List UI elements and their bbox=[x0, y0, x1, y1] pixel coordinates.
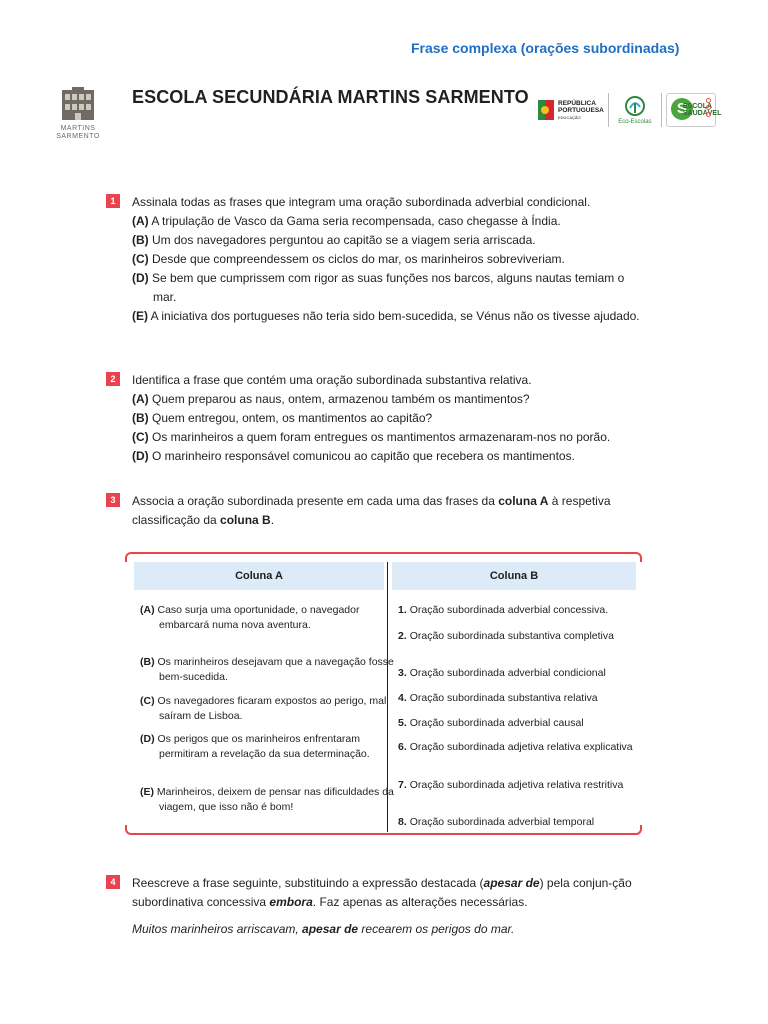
option-item bbox=[132, 447, 648, 466]
column-b-item bbox=[398, 691, 651, 706]
column-b-item bbox=[398, 629, 651, 644]
eco-escolas-flag-icon bbox=[624, 95, 646, 117]
table-bracket-top bbox=[125, 552, 642, 562]
prompt-emphasis: coluna B bbox=[220, 513, 271, 527]
option-item bbox=[132, 231, 648, 250]
republica-line1: REPÚBLICA bbox=[558, 99, 596, 107]
column-a-item bbox=[140, 785, 399, 815]
column-a-item bbox=[140, 655, 399, 685]
prompt-part: ) pela conjun-ção subordinativa concessiva bbox=[132, 876, 632, 909]
column-b-item bbox=[398, 778, 651, 793]
column-a-item bbox=[140, 694, 399, 724]
item-text: Marinheiros, deixem de pensar nas dificuldades da viagem, que isso não é bom! bbox=[156, 786, 394, 813]
option-text: Desde que compreendessem os ciclos do mar, os marinheiros sobreviveriam. bbox=[152, 252, 565, 266]
item-text: Oração subordinada substantiva completiva bbox=[409, 630, 614, 642]
item-text: Oração subordinada substantiva relativa bbox=[409, 692, 598, 704]
escola-saudavel-line2: SAUDÁVEL bbox=[682, 110, 722, 117]
option-label: (E) bbox=[132, 309, 148, 323]
column-b-item bbox=[398, 603, 651, 618]
column-b-item bbox=[398, 740, 651, 755]
question-number-badge: 2 bbox=[106, 372, 120, 386]
question-prompt bbox=[132, 874, 648, 912]
item-label: 5. bbox=[398, 717, 407, 729]
escola-saudavel-s-icon: S bbox=[671, 98, 693, 120]
item-text: Os navegadores ficaram expostos ao perigo, mal saíram de Lisboa. bbox=[157, 695, 387, 722]
option-item bbox=[132, 269, 648, 307]
prompt-part: . bbox=[270, 513, 275, 527]
question-prompt bbox=[132, 492, 648, 530]
eco-escolas-label: Eco-Escolas bbox=[618, 119, 652, 125]
item-label: 2. bbox=[398, 630, 407, 642]
item-text: Oração subordinada adjetiva relativa restritiva bbox=[409, 779, 624, 791]
option-label: (A) bbox=[132, 214, 149, 228]
item-label: 8. bbox=[398, 816, 407, 828]
option-text: Quem entregou, ontem, os mantimentos ao capitão? bbox=[152, 411, 433, 425]
question-prompt: Assinala todas as frases que integram uma oração subordinada adverbial condicional. bbox=[132, 195, 591, 209]
option-text: Quem preparou as naus, ontem, armazenou também os mantimentos? bbox=[152, 392, 530, 406]
question-number-badge: 4 bbox=[106, 875, 120, 889]
item-label: (A) bbox=[140, 604, 155, 616]
republica-portuguesa-logo bbox=[538, 100, 604, 121]
prompt-part: Associa a oração subordinada presente em cada uma das frases da bbox=[132, 494, 499, 508]
option-item bbox=[132, 390, 648, 409]
prompt-part: Reescreve a frase seguinte, substituindo a expressão destacada ( bbox=[132, 876, 484, 890]
item-label: 7. bbox=[398, 779, 407, 791]
option-label: (B) bbox=[132, 233, 149, 247]
option-label: (B) bbox=[132, 411, 149, 425]
option-text: Os marinheiros a quem foram entregues os mantimentos armazenaram-nos no porão. bbox=[152, 430, 611, 444]
question-prompt: Identifica a frase que contém uma oração subordinada substantiva relativa. bbox=[132, 373, 532, 387]
sentence-emphasis: apesar de bbox=[302, 922, 359, 936]
republica-emblem-icon bbox=[538, 100, 554, 120]
prompt-part: . Faz apenas as alterações necessárias. bbox=[312, 895, 528, 909]
logo-separator bbox=[661, 93, 662, 127]
item-text: Oração subordinada adverbial concessiva. bbox=[409, 604, 609, 616]
question-4 bbox=[108, 874, 648, 939]
item-label: 6. bbox=[398, 741, 407, 753]
logo-text-line2: SARMENTO bbox=[56, 133, 100, 140]
option-label: (D) bbox=[132, 271, 149, 285]
item-text: Caso surja uma oportunidade, o navegador embarcará numa nova aventura. bbox=[157, 604, 360, 631]
item-text: Os perigos que os marinheiros enfrentaram permitiram a revelação da sua determinação. bbox=[157, 733, 370, 760]
republica-line2: PORTUGUESA bbox=[558, 106, 604, 114]
column-b-item bbox=[398, 716, 651, 731]
option-item bbox=[132, 307, 648, 326]
page-header-title: Frase complexa (orações subordinadas) bbox=[411, 40, 680, 56]
sentence-part: Muitos marinheiros arriscavam, bbox=[132, 922, 303, 936]
column-b-item bbox=[398, 666, 651, 681]
escola-saudavel-line1: ESCOLA bbox=[682, 103, 713, 110]
prompt-part: à respetiva classificação da bbox=[132, 494, 611, 527]
sentence-part: recearem os perigos do mar. bbox=[358, 922, 515, 936]
column-b-item bbox=[398, 815, 651, 830]
item-label: 1. bbox=[398, 604, 407, 616]
question-1 bbox=[108, 193, 648, 326]
logo-text-line1: MARTINS bbox=[60, 125, 96, 132]
option-item bbox=[132, 212, 648, 231]
association-table bbox=[125, 552, 642, 835]
question-number-badge: 3 bbox=[106, 493, 120, 507]
option-item bbox=[132, 428, 648, 447]
column-a-header: Coluna A bbox=[134, 562, 384, 590]
item-label: (B) bbox=[140, 656, 155, 668]
item-text: Os marinheiros desejavam que a navegação fosse bem-sucedida. bbox=[157, 656, 394, 683]
example-sentence bbox=[132, 920, 648, 939]
option-text: A iniciativa dos portugueses não teria sido bem-sucedida, se Vénus não os tivesse ajudado. bbox=[150, 309, 640, 323]
item-label: 3. bbox=[398, 667, 407, 679]
school-logo bbox=[50, 86, 106, 141]
eco-escolas-logo bbox=[613, 95, 657, 125]
option-label: (A) bbox=[132, 392, 149, 406]
column-a-item bbox=[140, 732, 399, 762]
logo-separator bbox=[608, 93, 609, 127]
item-label: (D) bbox=[140, 733, 155, 745]
column-a-item bbox=[140, 603, 399, 633]
option-text: A tripulação de Vasco da Gama seria recompensada, caso chegasse à Índia. bbox=[151, 214, 561, 228]
item-label: (C) bbox=[140, 695, 155, 707]
column-b-header: Coluna B bbox=[392, 562, 636, 590]
partner-logos bbox=[538, 93, 722, 127]
item-text: Oração subordinada adverbial causal bbox=[409, 717, 584, 729]
prompt-emphasis: coluna A bbox=[498, 494, 549, 508]
item-text: Oração subordinada adverbial condicional bbox=[409, 667, 606, 679]
item-label: (E) bbox=[140, 786, 154, 798]
item-text: Oração subordinada adjetiva relativa explicativa bbox=[409, 741, 633, 753]
escola-saudavel-logo bbox=[666, 93, 722, 127]
option-label: (C) bbox=[132, 252, 149, 266]
question-2 bbox=[108, 371, 648, 466]
prompt-emphasis: embora bbox=[269, 895, 313, 909]
republica-sub: EDUCAÇÃO bbox=[558, 114, 581, 120]
option-text: Um dos navegadores perguntou ao capitão se a viagem seria arriscada. bbox=[152, 233, 536, 247]
prompt-emphasis: apesar de bbox=[483, 876, 540, 890]
school-name: ESCOLA SECUNDÁRIA MARTINS SARMENTO bbox=[132, 87, 529, 107]
option-text: O marinheiro responsável comunicou ao capitão que recebera os mantimentos. bbox=[152, 449, 575, 463]
item-text: Oração subordinada adverbial temporal bbox=[409, 816, 595, 828]
school-building-icon bbox=[60, 86, 96, 122]
option-item bbox=[132, 409, 648, 428]
option-label: (D) bbox=[132, 449, 149, 463]
option-label: (C) bbox=[132, 430, 149, 444]
option-text: Se bem que cumprissem com rigor as suas funções nos barcos, alguns nautas temiam o mar. bbox=[152, 271, 625, 304]
escola-saudavel-dots-icon bbox=[706, 98, 712, 119]
option-item bbox=[132, 250, 648, 269]
question-number-badge: 1 bbox=[106, 194, 120, 208]
item-label: 4. bbox=[398, 692, 407, 704]
question-3 bbox=[108, 492, 648, 530]
